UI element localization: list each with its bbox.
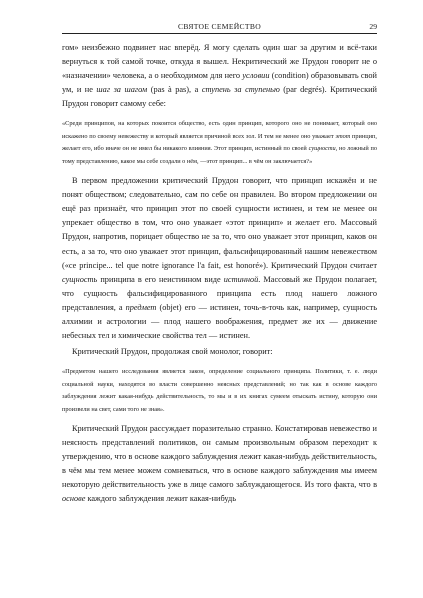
italic-emphasis: условии <box>242 71 270 81</box>
body-paragraph <box>62 41 377 111</box>
italic-emphasis: предмет <box>125 302 157 312</box>
body-paragraph <box>62 345 377 359</box>
running-title: СВЯТОЕ СЕМЕЙСТВО <box>177 22 261 31</box>
text-run: В первом предложении критический Прудон говорит, что принцип искажён и не понят обществом; следовательно, сам по себе он правилен. Во втором предложении он ещё раз признаёт, что принцип этот по своей сущности истинен, и тем не менее он упрекает общество в том, что оно уважает «этот принцип» и желает его. Массовый Прудон, напротив, порицает общество не за то, что оно уважает этот принцип, каков он есть, а за то, что оно уважает этот принцип, фальсифицированный нашим невежеством («ce principe... tel que notre ignorance l'a fait, est honoré»). Критический Прудон считает <box>62 176 377 270</box>
italic-emphasis: этот <box>335 132 351 140</box>
text-run: (objet) его — истинен, точь-в-точь как, например, сущность алхимии и астрологии — плод нашего воображения, предмет же их — движение небесных тел и химические свойства тел — истинен. <box>62 302 377 341</box>
body-paragraph <box>62 174 377 343</box>
text-run: (par degrés). Критический Прудон говорит самому себе: <box>62 85 377 109</box>
text-run: Критический Прудон рассуждает поразительно странно. Констатировав невежество и неясность представлений политиков, он самым произвольным образом переходит к утверждению, что в основе каждого заблуждения лежит какая-нибудь действительность, в чём мы тем менее можем сомневаться, что в основе каждого заблуждения мы имеем некоторую действительность уже в лице самого заблуждающегося. Из того факта, что в <box>62 423 377 490</box>
text-run: (condition) образовывать свой ум, и не <box>62 71 377 95</box>
text-run: Критический Прудон, продолжая свой монолог, говорит: <box>72 347 273 357</box>
page-body <box>62 41 377 507</box>
italic-emphasis: истинной <box>223 274 259 284</box>
italic-emphasis: сущность <box>62 274 98 284</box>
block-quote <box>62 366 377 416</box>
text-run: «Среди принципов, на которых покоится общество, есть один принцип, которого оно не понимает, который оно искажено по своему невежеству и который является причиной всех зол. И тем не менее оно уважает <box>62 120 377 140</box>
italic-emphasis: шаг за шагом <box>96 85 148 95</box>
italic-emphasis: сущности <box>308 145 336 153</box>
text-run: , но ложный по тому представлению, какое мы себе создали о нём, —этот принцип... в чём он заключается?» <box>62 145 377 165</box>
text-run: гом» неизбежно подвинет нас вперёд. Я могу сделать один шаг за другим и всё-таки вернуться к той самой точке, откуда я вышел. Некритический же Прудон говорит не о «назначении» человека, а о необходимом для него <box>62 43 377 81</box>
text-run: . Массовый же Прудон полагает, что сущность фальсифицированного принципа есть плод нашего ложного представления, а <box>62 274 377 312</box>
text-run: (pas à pas), а <box>147 85 202 95</box>
italic-emphasis: основе <box>62 494 86 504</box>
block-quote <box>62 118 377 168</box>
text-run: принципа в его неистинном виде <box>97 274 224 284</box>
italic-emphasis: ступень за ступенью <box>201 85 280 95</box>
text-run: «Предметом нашего исследования является закон, определение социального принципа. Политики, т. е. люди социальной науки, находятся во власти совершенно неясных представлений; но так как в основе каждого заблуждения лежит какая-нибудь действительность, то мы и в их книгах сумеем отыскать истину, которую они произвели на свет, сами того не зная». <box>62 368 377 413</box>
header-rule <box>62 33 377 34</box>
text-run: каждого заблуждения лежит какая-нибудь <box>85 494 237 504</box>
page-number: 29 <box>369 22 377 31</box>
running-header <box>62 22 377 34</box>
body-paragraph <box>62 422 377 507</box>
text-run: принцип, желает его, ибо иначе он не имел бы никакого влияния. Этот принцип, истинный по своей <box>62 132 377 153</box>
